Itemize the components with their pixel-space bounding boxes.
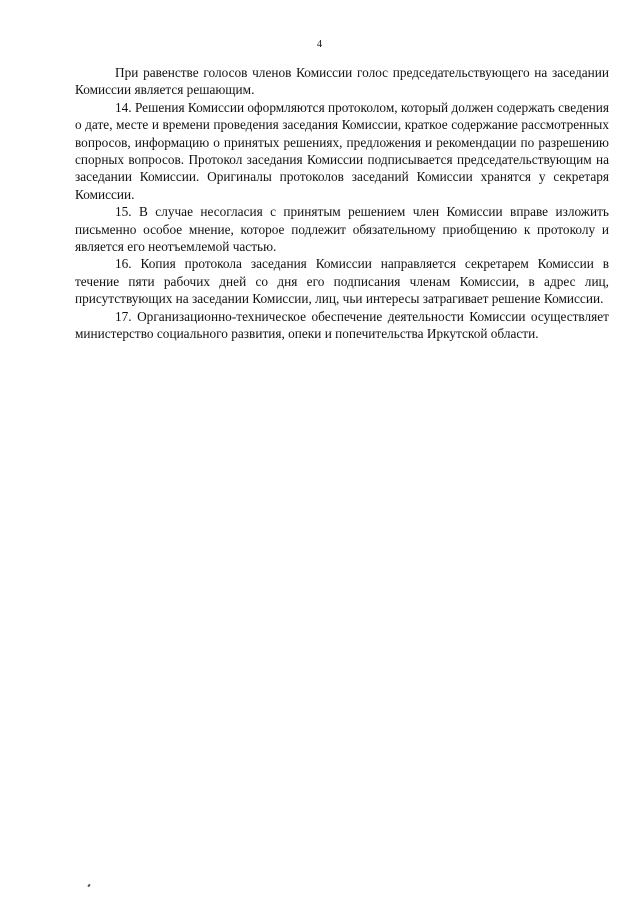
- page-number: 4: [316, 39, 323, 50]
- paragraph-16-copy: 16. Копия протокола заседания Комиссии направляется секретарем Комиссии в течение пяти рабочих дней со дня его подписания членам Комиссии, в адрес лиц, присутствующих на заседании Комиссии, лиц, чьи интересы затрагивает решение Комиссии.: [75, 256, 609, 307]
- paragraph-14-protocol: 14. Решения Комиссии оформляются протоколом, который должен содержать сведения о дате, месте и времени проведения заседания Комиссии, краткое содержание рассмотренных вопросов, информацию о принятых решениях, предложения и рекомендации по разрешению спорных вопросов. Протокол заседания Комиссии подписывается председательствующим на заседании Комиссии. Оригиналы протоколов заседаний Комиссии хранятся у секретаря Комиссии.: [75, 99, 609, 202]
- scan-speck: [87, 884, 90, 888]
- document-body: [75, 64, 609, 343]
- paragraph-17-support: 17. Организационно-техническое обеспечение деятельности Комиссии осуществляет министерство социального развития, опеки и попечительства Иркутской области.: [75, 308, 609, 342]
- paragraph-15-dissent: 15. В случае несогласия с принятым решением член Комиссии вправе изложить письменно особое мнение, которое подлежит обязательному приобщению к протоколу и является его неотъемлемой частью.: [75, 204, 609, 255]
- paragraph-voting-tie: При равенстве голосов членов Комиссии голос председательствующего на заседании Комиссии является решающим.: [75, 65, 609, 98]
